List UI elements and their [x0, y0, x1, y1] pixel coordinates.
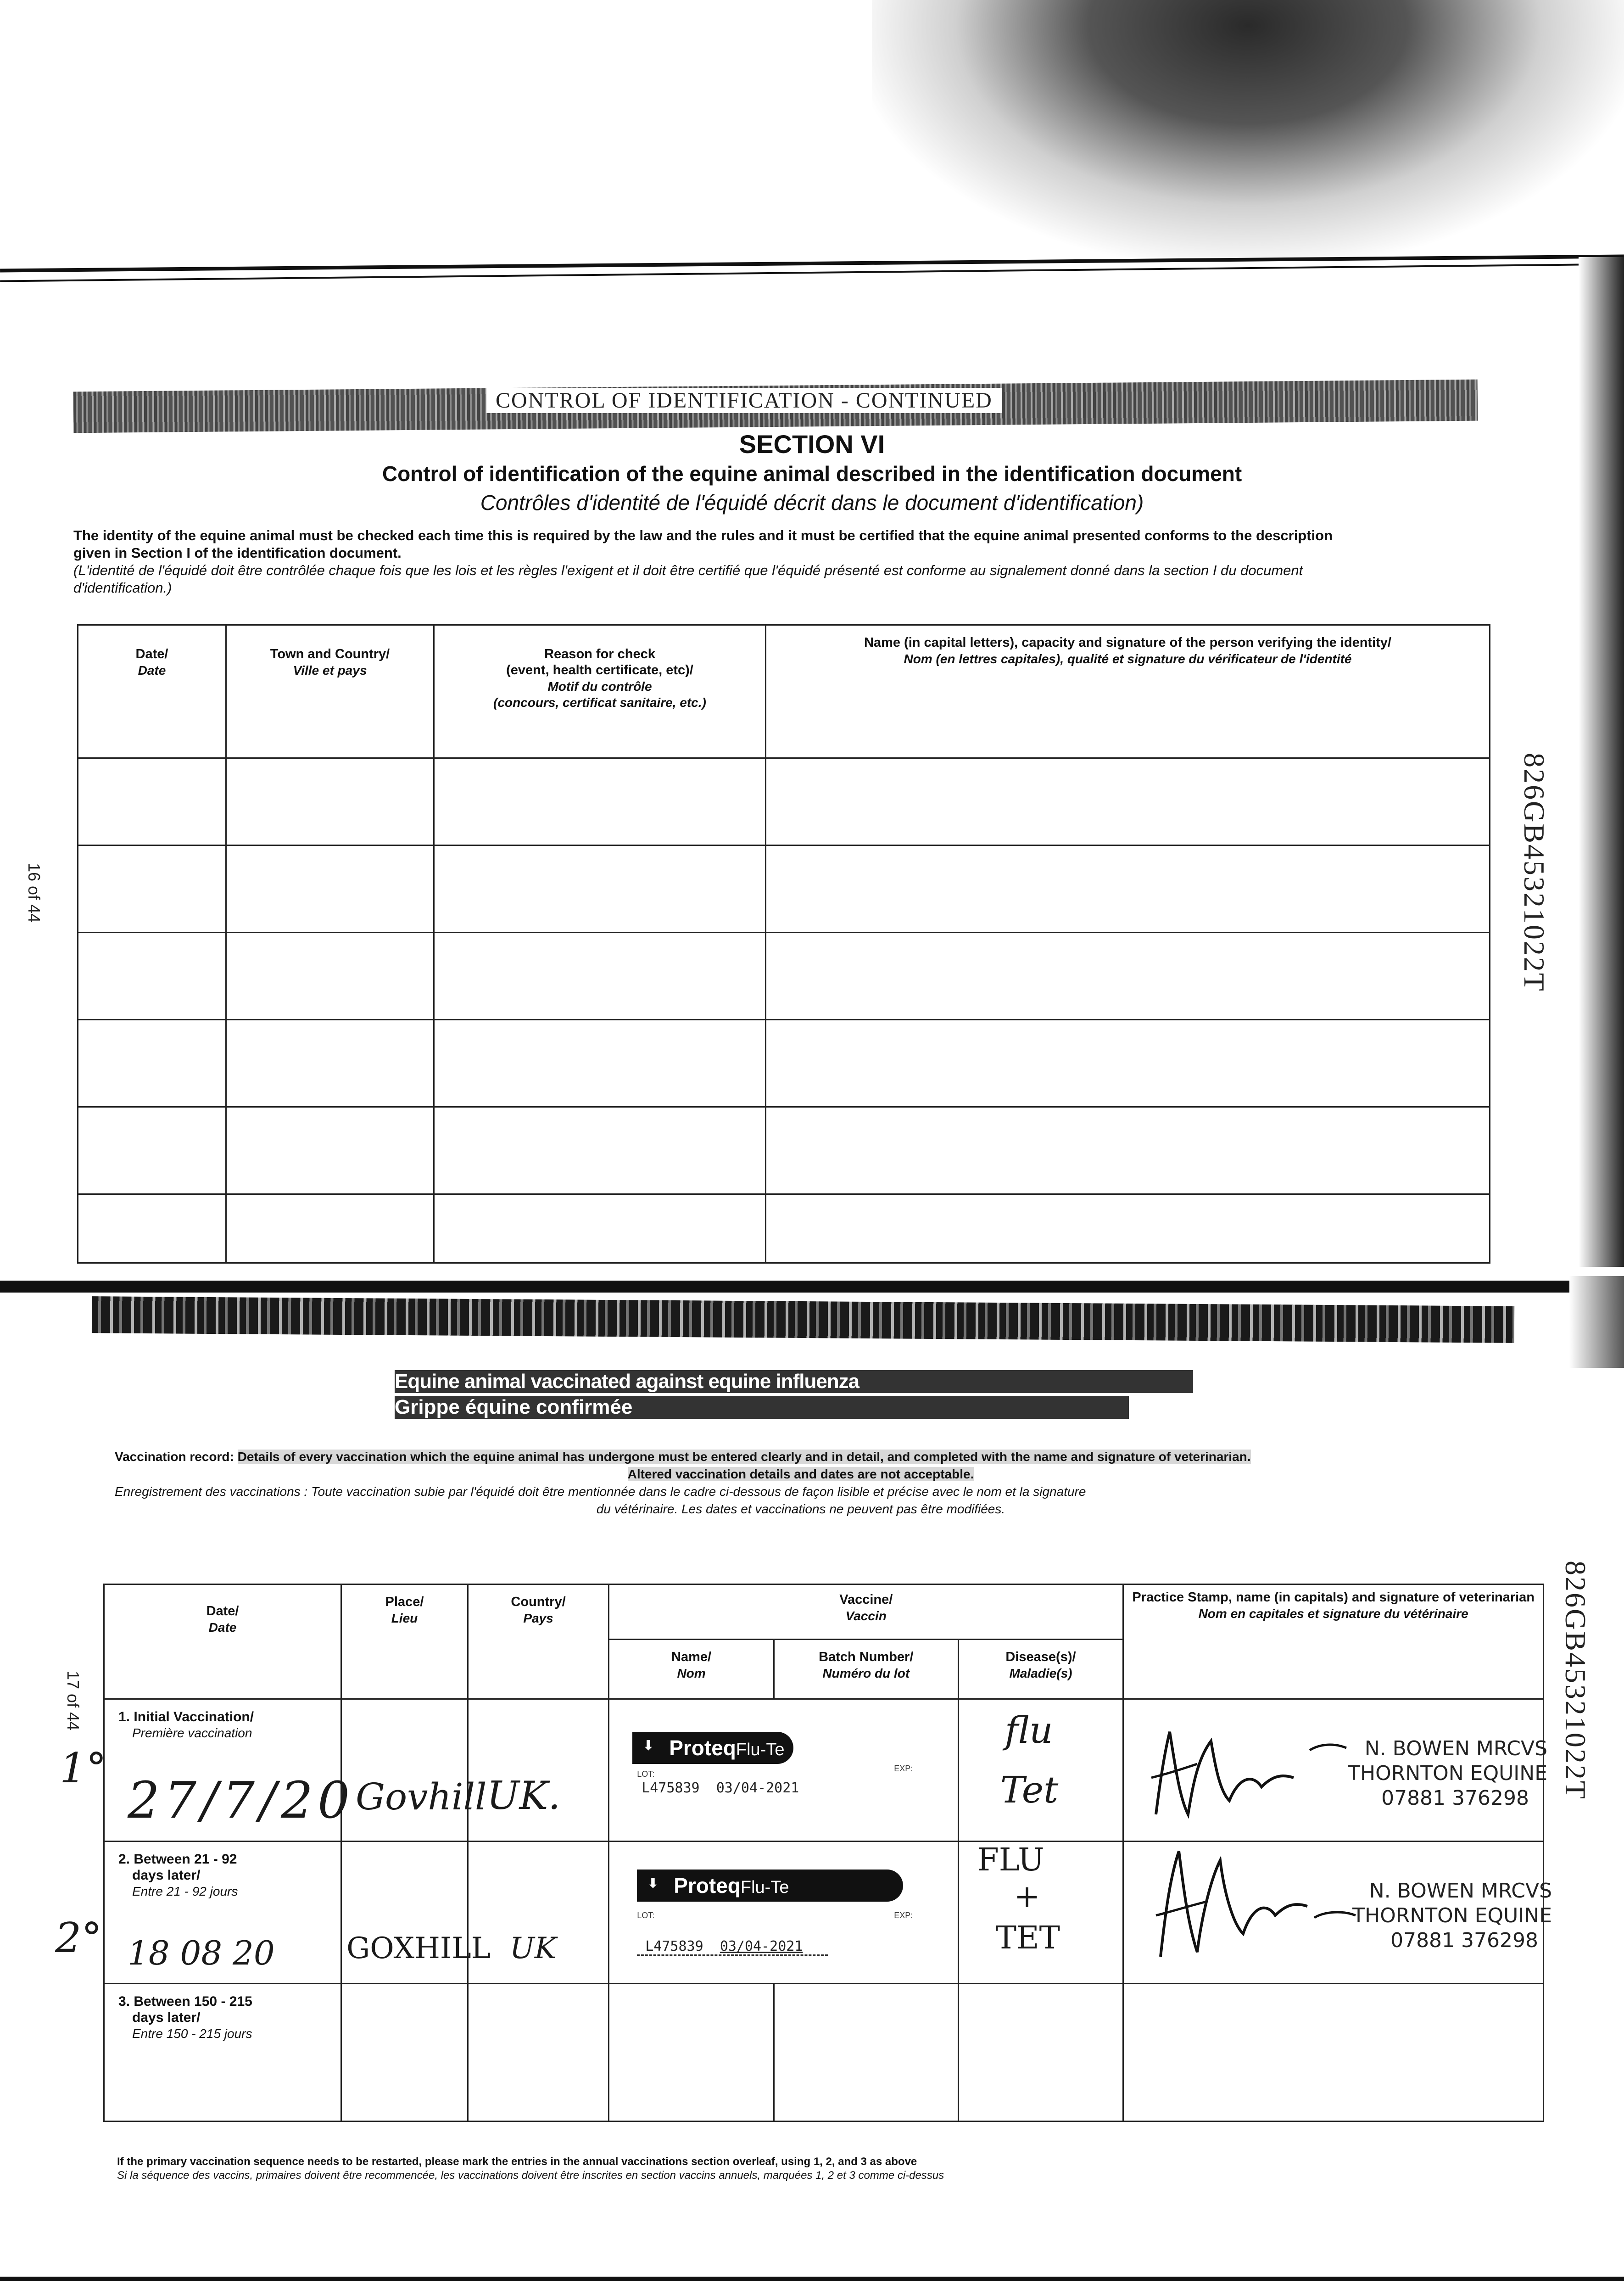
v-col-name: [609, 1640, 774, 1699]
side-code-17: 826GB45321022T: [1559, 1561, 1592, 1800]
stamp-2-line-1: N. BOWEN MRCVS: [1369, 1879, 1552, 1903]
v-col-country: [468, 1584, 608, 1699]
stamp-1-line-2: THORNTON EQUINE: [1348, 1762, 1547, 1785]
vacc-row-1-place: [341, 1699, 487, 1842]
arrow-icon: ⬇: [647, 1876, 659, 1891]
vacc-row-1-vaccine: [609, 1699, 958, 1842]
v-col-batch-en: Batch Number/: [819, 1650, 914, 1664]
practice-stamp-1: [1290, 1736, 1547, 1811]
vacc-row-2-exp-label: EXP:: [894, 1911, 913, 1920]
v-col-disease: [958, 1640, 1123, 1699]
col-reason-fr-2: (concours, certificat sanitaire, etc.): [493, 695, 706, 710]
vacc-row-3-stamp: [1123, 1984, 1544, 2121]
stamp-1-line-3: 07881 376298: [1381, 1786, 1529, 1810]
vacc-row-2-vaccine: [609, 1842, 958, 1984]
vacc-row-3-disease: [958, 1984, 1123, 2121]
col-reason-en-1: Reason for check: [544, 647, 655, 661]
stamp-2-line-3: 07881 376298: [1390, 1929, 1538, 1952]
vacc-intro: [115, 1448, 1487, 1518]
vacc-row-2-label-en-2: days later/: [132, 1868, 201, 1883]
title-fr: Contrôles d'identité de l'équidé décrit dans le document d'identification): [480, 491, 1144, 515]
vacc-row-2-name: Proteq: [674, 1874, 741, 1898]
vacc-row-1-exp-label: EXP:: [894, 1764, 913, 1773]
v-col-date-en: Date/: [206, 1604, 239, 1618]
v-col-batch-fr: Numéro du lot: [822, 1666, 910, 1680]
vacc-row-2-country-value: UK: [509, 1931, 557, 1965]
vacc-row-1-lot-label: LOT:: [637, 1769, 655, 1779]
margin-mark-2: 2°: [55, 1914, 102, 1962]
v-col-date-fr: Date: [208, 1620, 237, 1634]
footnote-fr: Si la séquence des vaccins, primaires doivent être recommencée, les vaccinations doivent être inscrites en section vaccins annuels, marquées 1, 2 et 3 comme ci-dessus: [117, 2169, 944, 2182]
vacc-row-3-label-en-2: days later/: [132, 2010, 201, 2025]
v-col-vaccine-en: Vaccine/: [839, 1592, 893, 1607]
page-edge-bottom: [0, 1281, 1624, 1293]
vacc-row-3-date: [104, 1984, 341, 2121]
intro-en-1: The identity of the equine animal must be checked each time this is required by the law and the rules and it must be certified that the equine animal presented conforms to the description: [73, 527, 1333, 543]
vacc-row-1-batch: L475839: [642, 1780, 700, 1796]
intro-fr-1: (L'identité de l'équidé doit être contrôlée chaque fois que les lois et les règles l'exigent et il doit être certifié que l'équidé présenté est conforme au signalement donné dans la section I du document: [73, 562, 1303, 578]
intro-block: [73, 527, 1473, 597]
v-col-name-en: Name/: [671, 1650, 712, 1664]
vacc-row-2-disease-1: FLU: [977, 1842, 1044, 1878]
v-col-stamp-fr: Nom en capitales et signature du vétérinaire: [1198, 1606, 1468, 1621]
vacc-row-2-date-value: 18 08 20: [128, 1934, 275, 1972]
vacc-row-3-batch: [774, 1984, 958, 2121]
vacc-row-2-place: [341, 1842, 491, 1984]
vacc-row-1-stamp: [1123, 1699, 1547, 1842]
v-col-vaccine-fr: Vaccin: [845, 1609, 887, 1623]
vacc-row-2-date: [104, 1842, 341, 1984]
signature-2: [1142, 1824, 1317, 1984]
page-number-17: 17 of 44: [64, 1671, 83, 1731]
table-row: [78, 1194, 1490, 1263]
page-edge-right-shadow: [1579, 257, 1624, 1267]
col-reason: [434, 625, 766, 758]
vacc-row-2-disease: [958, 1842, 1123, 1984]
vacc-row-1-country: [468, 1699, 608, 1842]
page-number-16: 16 of 44: [25, 863, 44, 923]
section-title-17-en: Equine animal vaccinated against equine influenza: [395, 1370, 1193, 1393]
identity-check-table: [77, 624, 1490, 1264]
vacc-row-2-disease-plus: +: [1014, 1879, 1040, 1915]
vacc-row-2: [104, 1842, 1544, 1984]
vacc-row-1-batch-line: [642, 1780, 799, 1796]
page-edge-top: [0, 255, 1624, 273]
v-col-vaccine: [609, 1584, 1123, 1640]
vacc-label: Vaccination record:: [115, 1450, 234, 1464]
table-row: [78, 758, 1490, 845]
vacc-row-3-label-fr: Entre 150 - 215 jours: [132, 2026, 252, 2041]
col-town-fr: Ville et pays: [293, 663, 367, 677]
practice-stamp-2: [1295, 1879, 1552, 1953]
vaccination-table: [103, 1584, 1552, 2122]
section-title: SECTION VI: [739, 430, 885, 459]
vacc-en-1: Details of every vaccination which the equine animal has undergone must be entered clearly and in detail, and completed with the name and signature of veterinarian.: [237, 1450, 1251, 1464]
v-col-place-fr: Lieu: [391, 1611, 418, 1625]
vacc-row-1-sub: Flu-Te: [736, 1740, 785, 1759]
col-date: [78, 625, 226, 758]
vacc-en-2: Altered vaccination details and dates are not acceptable.: [627, 1467, 974, 1481]
vacc-row-1-disease-2: Tet: [1000, 1769, 1059, 1811]
v-col-place: [341, 1584, 468, 1699]
vacc-row-1-disease-1: flu: [1005, 1709, 1053, 1752]
vacc-fr-label: Enregistrement des vaccinations :: [115, 1484, 308, 1499]
vacc-row-3-country: [468, 1984, 608, 2121]
col-reason-fr-1: Motif du contrôle: [547, 679, 652, 694]
v-col-country-en: Country/: [511, 1595, 566, 1609]
vacc-row-1-disease: [958, 1699, 1123, 1842]
intro-en-2: given in Section I of the identification document.: [73, 545, 402, 561]
title-en: Control of identification of the equine animal described in the identification document: [382, 462, 1242, 486]
page-edge-bottom-2: [0, 2277, 1624, 2281]
vacc-row-2-country: [468, 1842, 608, 1984]
col-town-en: Town and Country/: [270, 647, 390, 661]
vacc-row-1-label-fr: Première vaccination: [132, 1726, 252, 1740]
vacc-row-3-label-en-1: 3. Between 150 - 215: [118, 1994, 252, 2009]
footnote: [117, 2155, 1494, 2183]
vacc-row-2-sticker: [637, 1870, 903, 1902]
vacc-row-1-date-value: 27/7/20: [128, 1771, 355, 1830]
arrow-icon: ⬇: [642, 1738, 654, 1753]
v-col-name-fr: Nom: [677, 1666, 706, 1680]
scan-shadow: [872, 0, 1624, 257]
vacc-fr-1: Toute vaccination subie par l'équidé doit être mentionnée dans le cadre ci-dessous de façon lisible et précise avec le nom et la signature: [311, 1484, 1086, 1499]
footnote-en: If the primary vaccination sequence needs to be restarted, please mark the entries in the annual vaccinations section overleaf, using 1, 2, and 3 as above: [117, 2155, 917, 2168]
col-town: [226, 625, 434, 758]
vacc-row-1-name: Proteq: [669, 1736, 736, 1760]
vacc-row-2-batch: L475839: [645, 1938, 703, 1954]
side-code-16: 826GB45321022T: [1518, 753, 1551, 992]
page-edge-right-2: [1569, 1276, 1624, 1368]
col-date-en: Date/: [135, 647, 168, 661]
vacc-row-2-disease-2: TET: [995, 1920, 1060, 1956]
v-col-stamp-en: Practice Stamp, name (in capitals) and signature of veterinarian: [1132, 1590, 1535, 1605]
v-col-date: [104, 1584, 341, 1699]
vacc-row-2-expiry: 03/04-2021: [720, 1938, 803, 1954]
table-row: [78, 1107, 1490, 1194]
v-col-disease-en: Disease(s)/: [1005, 1650, 1076, 1664]
vacc-row-1-expiry: 03/04-2021: [716, 1780, 799, 1796]
banner-title: CONTROL OF IDENTIFICATION - CONTINUED: [486, 388, 1002, 413]
page-edge-top-2: [0, 263, 1624, 282]
col-reason-en-2: (event, health certificate, etc)/: [506, 663, 693, 677]
vacc-row-3-name: [609, 1984, 774, 2121]
col-verifier-fr: Nom (en lettres capitales), qualité et signature du vérificateur de l'identité: [904, 652, 1352, 666]
vacc-row-2-label-en-1: 2. Between 21 - 92: [118, 1852, 237, 1867]
section-title-17: [395, 1370, 1193, 1425]
scan-noise-bar: [92, 1296, 1514, 1343]
table-row: [78, 1020, 1490, 1107]
col-verifier: [766, 625, 1490, 758]
v-col-place-en: Place/: [385, 1595, 424, 1609]
vacc-row-2-label-fr: Entre 21 - 92 jours: [132, 1884, 238, 1898]
vacc-row-3-place: [341, 1984, 468, 2121]
vacc-row-1-sticker: [632, 1732, 793, 1764]
vacc-row-2-lot-label: LOT:: [637, 1911, 655, 1920]
vacc-row-2-place-value: GOXHILL: [346, 1931, 491, 1965]
section-title-17-fr: Grippe équine confirmée: [395, 1396, 1129, 1419]
table-row: [78, 845, 1490, 933]
vacc-row-1-label-en: 1. Initial Vaccination/: [118, 1709, 254, 1724]
margin-mark-1: 1°: [60, 1744, 107, 1792]
stamp-2-line-2: THORNTON EQUINE: [1352, 1904, 1552, 1927]
col-date-fr: Date: [138, 663, 166, 677]
table-row: [78, 933, 1490, 1020]
v-col-batch: [774, 1640, 958, 1699]
vacc-row-2-stamp: [1123, 1842, 1552, 1984]
v-col-stamp: [1123, 1584, 1544, 1699]
vacc-row-3: [104, 1984, 1544, 2121]
stamp-1-line-1: N. BOWEN MRCVS: [1364, 1737, 1547, 1760]
vacc-row-1-date: [104, 1699, 355, 1842]
vacc-row-2-sub: Flu-Te: [740, 1878, 789, 1897]
col-verifier-en: Name (in capital letters), capacity and signature of the person verifying the identity/: [864, 635, 1391, 650]
v-col-disease-fr: Maladie(s): [1009, 1666, 1072, 1680]
vacc-row-2-batch-line: [637, 1938, 827, 1956]
vacc-row-1: [104, 1699, 1544, 1842]
vacc-row-1-place-value: Govhill: [356, 1775, 487, 1818]
intro-fr-2: d'identification.): [73, 580, 172, 596]
vacc-row-1-country-value: UK.: [486, 1773, 561, 1818]
vacc-fr-2: du vétérinaire. Les dates et vaccinations ne peuvent pas être modifiées.: [596, 1502, 1005, 1516]
v-col-country-fr: Pays: [523, 1611, 553, 1625]
